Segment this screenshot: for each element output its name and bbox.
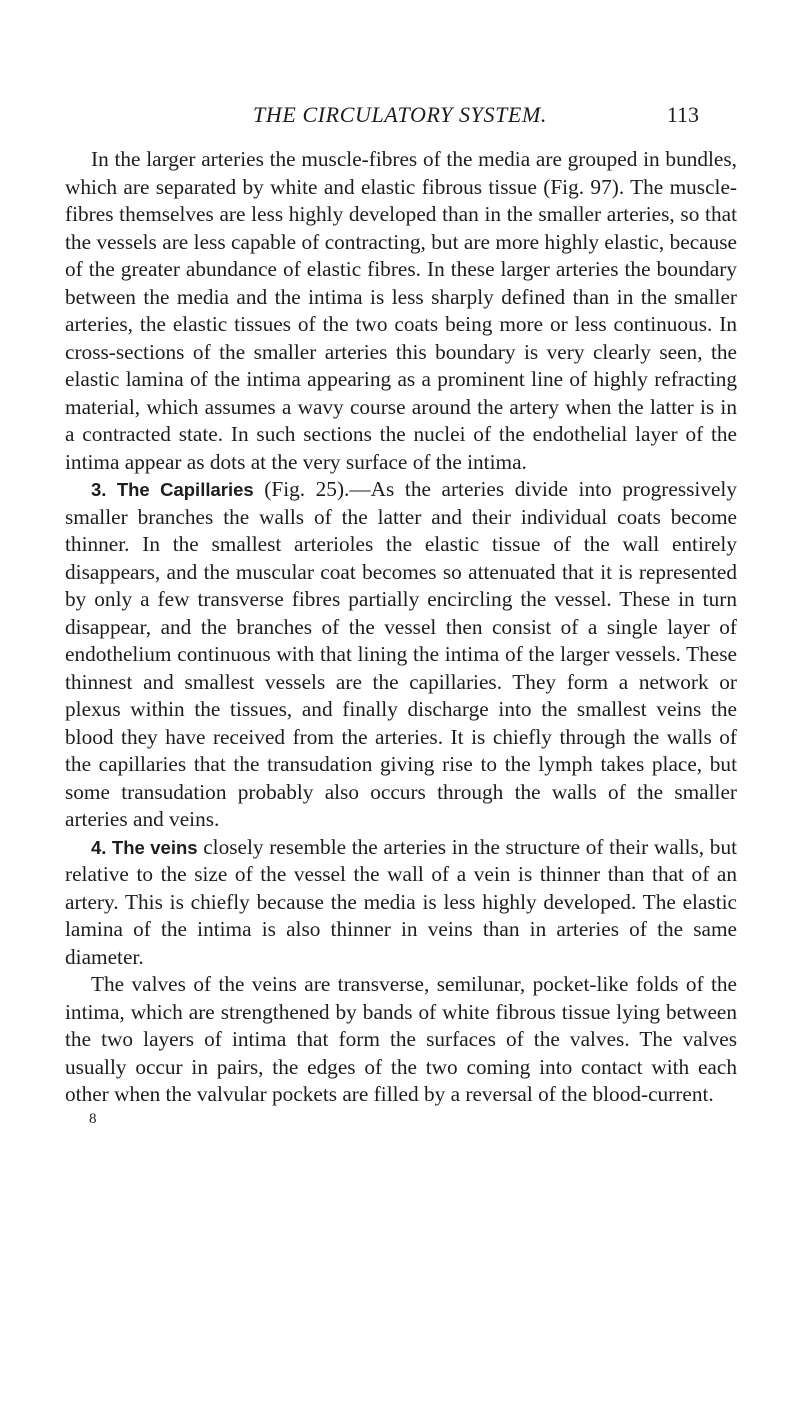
paragraph-valves	[65, 971, 737, 1109]
section-heading-veins: 4. The veins	[91, 836, 198, 858]
signature-mark: 8	[89, 1111, 97, 1127]
page-number: 113	[666, 102, 699, 127]
running-title: THE CIRCULATORY SYSTEM.	[253, 102, 547, 127]
page-header	[0, 102, 800, 132]
body-text	[65, 146, 737, 1109]
paragraph-veins	[65, 834, 737, 972]
paragraph-capillaries	[65, 476, 737, 834]
paragraph-text: closely resemble the arteries in the structure of their walls, but relative to the size of the vessel the wall of a vein is thinner than that of an artery. This is chiefly because the media is less highly developed. The elastic lamina of the intima is also thinner in veins than in arteries of the same diameter.	[65, 834, 738, 969]
paragraph-text: The valves of the veins are transverse, semilunar, pocket-like folds of the intima, which are strengthened by bands of white fibrous tissue lying between the two layers of intima that form the surfaces of the valves. The valves usually occur in pairs, the edges of the two coming into contact with each other when the valvular pockets are filled by a reversal of the blood-current.	[65, 972, 737, 1106]
section-heading-capillaries: 3. The Capillaries	[91, 479, 254, 500]
paragraph-larger-arteries	[65, 146, 737, 476]
paragraph-text: (Fig. 25).—As the arteries divide into progressively smaller branches the walls of the latter and their individual coats become thinner. In the smallest arterioles the elastic tissue of the wall entirely disappears, and the muscular coat becomes so attenuated that it is represented by only a few transverse fibres partially encircling the vessel. These in turn disappear, and the branches of the vessel then consist of a single layer of endothelium continuous with that lining the intima of the larger vessels. These thinnest and smallest vessels are the capillaries. They form a network or plexus within the tissues, and finally discharge into the smallest veins the blood they have received from the arteries. It is chiefly through the walls of the capillaries that the transudation giving rise to the lymph takes place, but some transudation probably also occurs through the walls of the smaller arteries and veins.	[65, 477, 737, 831]
paragraph-text: In the larger arteries the muscle-fibres of the media are grouped in bundles, which are separated by white and elastic fibrous tissue (Fig. 97). The muscle-fibres themselves are less highly developed than in the smaller arteries, so that the vessels are less capable of contracting, but are more highly elastic, because of the greater abundance of elastic fibres. In these larger arteries the boundary between the media and the intima is less sharply defined than in the smaller arteries, the elastic tissues of the two coats being more or less continuous. In cross-sections of the smaller arteries this boundary is very clearly seen, the elastic lamina of the intima appearing as a prominent line of highly refracting material, which assumes a wavy course around the artery when the latter is in a contracted state. In such sections the nuclei of the endothelial layer of the intima appear as dots at the very surface of the intima.	[65, 147, 737, 474]
